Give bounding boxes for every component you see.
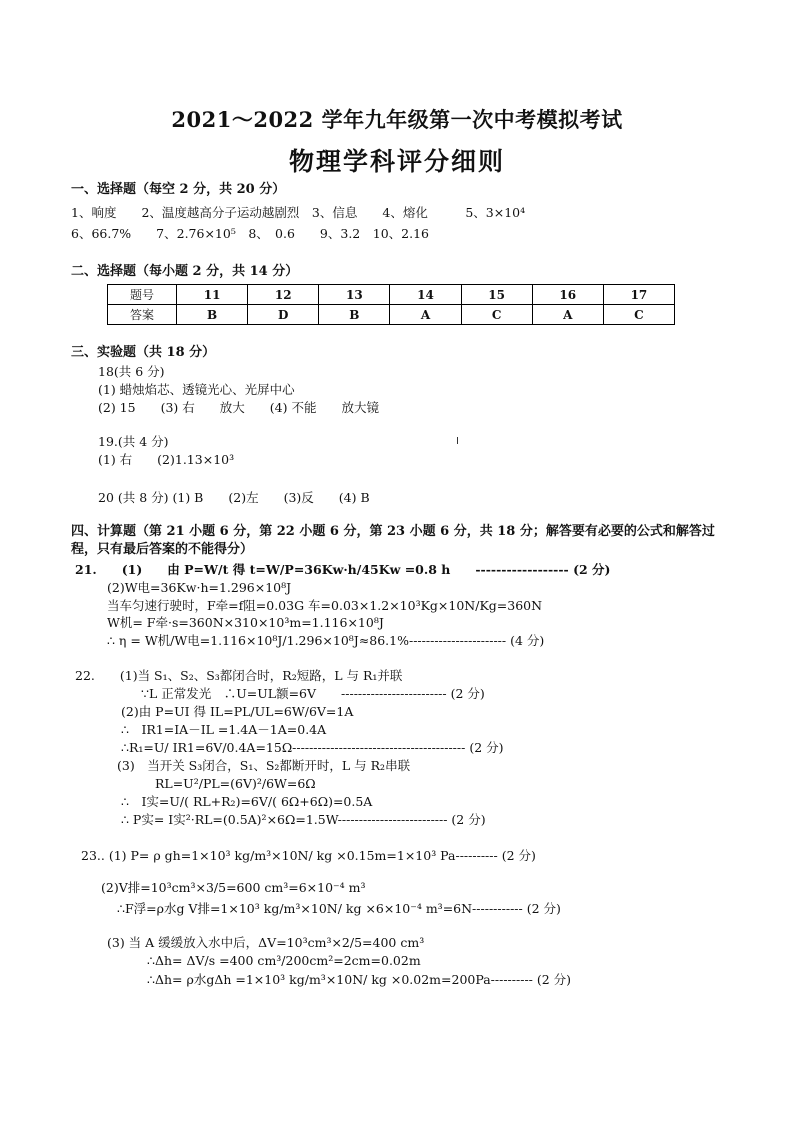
q22-line: ∴R₁=U/ IR1=6V/0.4A=15Ω----------------------------------------- (2 分) — [121, 740, 504, 755]
q21-line: 当车匀速行驶时，F牵=f阻=0.03G 车=0.03×1.2×10³Kg×10N/Kg=360N — [107, 598, 543, 613]
table-cell: D — [248, 305, 319, 325]
table-cell: 11 — [177, 285, 248, 305]
q23-line: (3) 当 A 缓缓放入水中后，ΔV=10³cm³×2/5=400 cm³ — [107, 935, 425, 950]
answer-table — [107, 284, 675, 325]
table-cell: A — [532, 305, 603, 325]
q23-line: 23.. (1) P= ρ gh=1×10³ kg/m³×10N/ kg ×0.15m=1×10³ Pa---------- (2 分) — [81, 848, 536, 863]
q18-line2: (2) 15 (3) 右 放大 (4) 不能 放大镜 — [98, 400, 379, 415]
section1-line2: 6、66.7% 7、2.76×10⁵ 8、 0.6 9、3.2 10、2.16 — [71, 226, 429, 241]
table-cell: B — [319, 305, 390, 325]
exam-subtitle: 物理学科评分细则 — [288, 147, 505, 176]
stray-mark — [457, 437, 458, 444]
section4-heading-line1: 四、计算题（第 21 小题 6 分，第 22 小题 6 分，第 23 小题 6 分，共 18 分；解答要有必要的公式和解答过 — [71, 524, 715, 539]
q22-line: ∵L 正常发光 ∴U=UL额=6V ------------------------- (2 分) — [141, 686, 485, 701]
q22-line: ∴ I实=U/( RL+R₂)=6V/( 6Ω+6Ω)=0.5A — [121, 794, 373, 809]
q19-line1: (1) 右 (2)1.13×10³ — [98, 452, 235, 467]
q21-line: W机= F牵·s=360N×310×10³m=1.116×10⁸J — [107, 615, 384, 630]
section3-heading: 三、实验题（共 18 分） — [71, 345, 216, 360]
section1-line1: 1、响度 2、温度越高分子运动越剧烈 3、信息 4、熔化 5、3×10⁴ — [71, 205, 526, 220]
table-cell: 17 — [603, 285, 674, 305]
table-cell: C — [461, 305, 532, 325]
q22-line: ∴ P实= I实²·RL=(0.5A)²×6Ω=1.5W-------------------------- (2 分) — [121, 812, 486, 827]
q22-line: ∴ IR1=IA－IL =1.4A－1A=0.4A — [121, 722, 327, 737]
section4-heading-line2: 程，只有最后答案的不能得分） — [71, 542, 254, 557]
q21-line: 21. (1) 由 P=W/t 得 t=W/P=36Kw·h/45Kw =0.8 h ------------------ (2 分) — [75, 562, 611, 577]
table-cell: 12 — [248, 285, 319, 305]
table-cell: 13 — [319, 285, 390, 305]
table-row — [108, 285, 675, 305]
table-cell: 14 — [390, 285, 461, 305]
q18-heading: 18(共 6 分) — [98, 364, 165, 379]
q23-line: ∴Δh= ρ水gΔh =1×10³ kg/m³×10N/ kg ×0.02m=200Pa---------- (2 分) — [147, 972, 572, 987]
q22-line: 22. (1)当 S₁、S₂、S₃都闭合时，R₂短路，L 与 R₁并联 — [75, 668, 403, 683]
table-header-cell: 答案 — [108, 305, 177, 325]
section1-heading: 一、选择题（每空 2 分，共 20 分） — [71, 182, 286, 197]
table-cell: A — [390, 305, 461, 325]
table-cell: 16 — [532, 285, 603, 305]
table-cell: 15 — [461, 285, 532, 305]
exam-title: 2021～2022 学年九年级第一次中考模拟考试 — [171, 107, 623, 132]
q23-line: ∴Δh= ΔV/s =400 cm³/200cm²=2cm=0.02m — [147, 953, 421, 968]
table-cell: B — [177, 305, 248, 325]
q22-line: (2)由 P=UI 得 IL=PL/UL=6W/6V=1A — [121, 704, 354, 719]
table-cell: C — [603, 305, 674, 325]
table-row — [108, 305, 675, 325]
q22-line: RL=U²/PL=(6V)²/6W=6Ω — [155, 776, 316, 791]
q23-line: ∴F浮=ρ水g V排=1×10³ kg/m³×10N/ kg ×6×10⁻⁴ m³=6N------------ (2 分) — [117, 901, 561, 916]
section2-heading: 二、选择题（每小题 2 分，共 14 分） — [71, 264, 299, 279]
q21-line: (2)W电=36Kw·h=1.296×10⁸J — [107, 580, 292, 595]
q20-line: 20 (共 8 分) (1) B (2)左 (3)反 (4) B — [98, 490, 370, 505]
table-header-cell: 题号 — [108, 285, 177, 305]
q23-line: (2)V排=10³cm³×3/5=600 cm³=6×10⁻⁴ m³ — [101, 880, 366, 895]
q22-line: (3) 当开关 S₃闭合，S₁、S₂都断开时，L 与 R₂串联 — [117, 758, 411, 773]
q19-heading: 19.(共 4 分) — [98, 434, 169, 449]
q18-line1: (1) 蜡烛焰芯、透镜光心、光屏中心 — [98, 382, 295, 397]
q21-line: ∴ η = W机/W电=1.116×10⁸J/1.296×10⁸J≈86.1%----------------------- (4 分) — [107, 633, 545, 648]
